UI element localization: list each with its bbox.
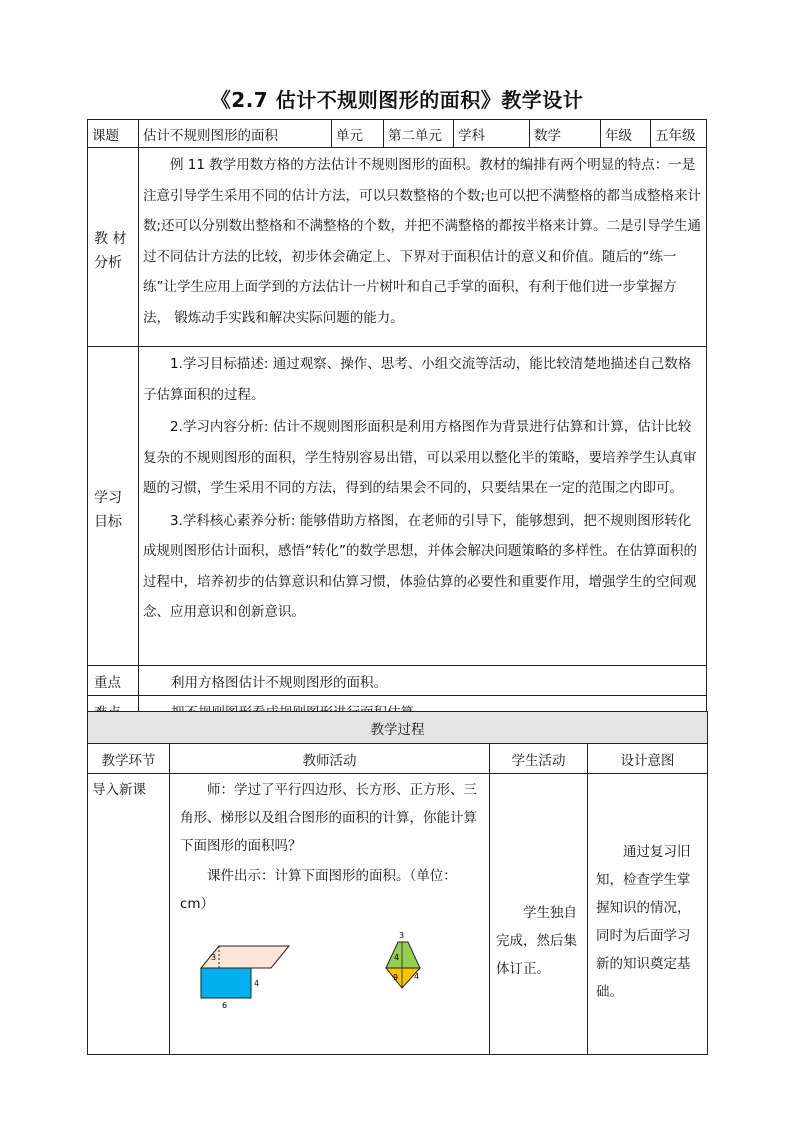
analysis-row [88,148,707,347]
analysis-text: 例 11 教学用数方格的方法估计不规则图形的面积。教材的编排有两个明显的特点：一是注意引导学生采用不同的估计方法，可以只数整格的个数;也可以把不满整格的都当成整格来计数;还可以分别数出整格和不满整格的个数，并把不满整格的都按半格来计算。二是引导学生通过不同估计方法的比较，初步体会确定上、下界对于面积估计的意义和价值。随后的“练一 练”让学生应用上面学到的方法估计一片树叶和自己手掌的面积，有利于他们进一步掌握方法， 锻炼动手实践和解决实际问题的能力。 [143,157,702,326]
teacher-text-1: 师：学过了平行四边形、长方形、正方形、三角形、梯形以及组合图形的面积的计算，你能计算下面图形的面积吗？ [180,782,477,854]
stage-cell: 导入新课 [88,774,170,1055]
process-table [87,711,708,1055]
goals-cell [139,347,707,666]
column-intent: 设计意图 [588,744,708,774]
analysis-label [88,148,139,347]
figure1-label-side: 4 [254,979,260,988]
page-title: 《2.7 估计不规则图形的面积》教学设计 [210,88,584,112]
figure-trapezoid-triangle [386,931,420,988]
grade-value: 五年级 [651,120,707,148]
teacher-cell [170,774,490,1055]
figure2-label-top: 3 [399,931,405,940]
subject-label: 学科 [454,120,530,148]
process-heading: 教学过程 [88,712,708,744]
process-row-intro [88,774,708,1055]
figure2-label-base: 9 [393,973,399,982]
goal-item-3: 3.学科核心素养分析: 能够借助方格图，在老师的引导下，能够想到，把不规则图形转化成规则图形估计面积，感悟“转化”的数学思想，并体会解决问题策略的多样性。在估算面积的过程中，培养初步的估算意识和估算习惯，体验估算的必要性和重要作用，增强学生的空间观念、应用意识和创新意识。 [143,512,697,620]
goals-label [88,347,139,666]
unit-label: 单元 [332,120,384,148]
goal-item-2: 2.学习内容分析: 估计不规则图形面积是利用方格图作为背景进行估算和计算，估计比较复杂的不规则图形的面积，学生特别容易出错，可以采用以整化半的策略，要培养学生认真审题的习惯，学生采用不同的方法，得到的结果会不同的，只要结果在一定的范围之内即可。 [143,419,697,496]
teacher-text-2: 课件出示：计算下面图形的面积。（单位：cm） [180,868,457,912]
figure-parallelogram-rectangle [201,946,289,1010]
figure1-label-base: 6 [222,1001,228,1010]
key-point-text: 利用方格图估计不规则图形的面积。 [139,666,707,696]
analysis-cell [139,148,707,347]
goals-row [88,347,707,666]
analysis-label-line2: 分析 [94,255,122,271]
student-text: 学生独自完成，然后集体订正。 [496,905,577,977]
intent-text: 通过复习旧知，检查学生掌握知识的情况，同时为后面学习新的知识奠定基础。 [596,844,691,1000]
figure2-label-triangle-height: 4 [414,972,420,981]
process-columns-row [88,744,708,774]
topic-value: 估计不规则图形的面积 [139,120,332,148]
student-cell [490,774,588,1055]
key-point-row [88,666,707,696]
unit-value: 第二单元 [384,120,454,148]
subject-value: 数学 [530,120,601,148]
column-student: 学生活动 [490,744,588,774]
rectangle-shape [201,968,251,998]
topic-label: 课题 [88,120,139,148]
column-stage: 教学环节 [88,744,170,774]
grade-label: 年级 [601,120,651,148]
figure1-label-height: 3 [211,953,217,962]
goals-label-line1: 学习 [94,490,122,506]
info-row [88,120,707,148]
trapezoid-shape [386,942,420,968]
intent-cell [588,774,708,1055]
figure2-label-height: 4 [394,953,400,962]
info-table [87,119,707,726]
column-teacher: 教师活动 [170,744,490,774]
process-heading-row [88,712,708,744]
analysis-label-line1: 教 材 [94,231,127,247]
goal-item-1: 1.学习目标描述: 通过观察、操作、思考、小组交流等活动，能比较清楚地描述自己数格子估算面积的过程。 [143,356,692,403]
composite-figures [176,924,476,1014]
goals-label-line2: 目标 [94,514,122,530]
key-point-label: 重点 [88,666,139,696]
